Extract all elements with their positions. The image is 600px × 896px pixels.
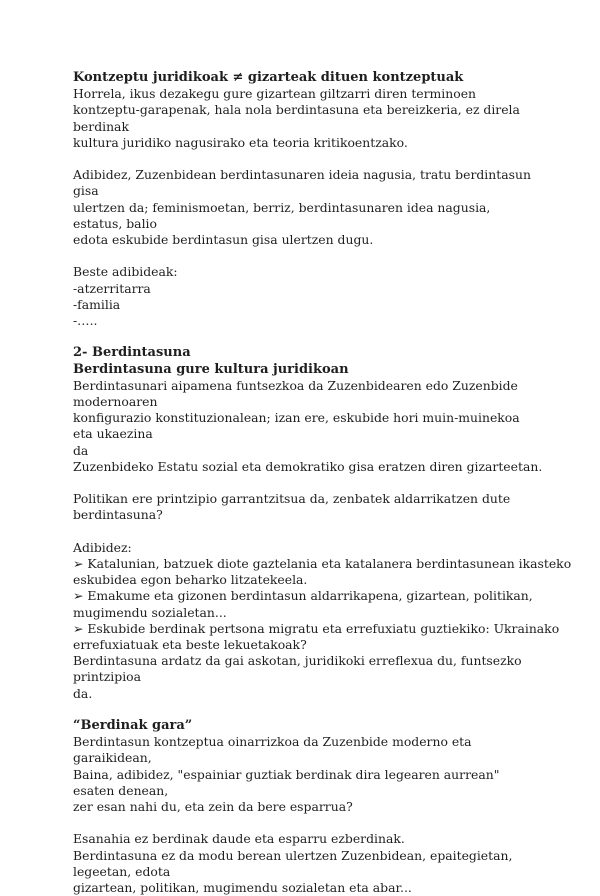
paragraph-gap — [73, 151, 543, 167]
paragraph-gap — [73, 475, 543, 491]
paragraph-gap — [73, 248, 543, 264]
text-line: da — [73, 442, 89, 458]
bullet-continuation: eskubidea egon beharko litzatekeela. — [73, 572, 308, 588]
paragraph-gap — [73, 702, 543, 718]
bullet-continuation: mugimendu sozialetan... — [73, 604, 227, 620]
text-line: Horrela, ikus dezakegu gure gizartean giltzarri diren terminoen — [73, 86, 477, 102]
text-line: kultura juridiko nagusirako eta teoria kritikoentzako. — [73, 134, 408, 150]
bullet-text: Eskubide berdinak pertsona migratu eta errefuxiatu guztiekiko: Ukrainako — [87, 620, 560, 636]
text-line: Berdintasuna ardatz da gai askotan, juridikoki erreflexua du, funtsezko printzipioa — [73, 653, 522, 685]
text-line: zer esan nahi du, eta zein da bere esparrua? — [73, 799, 353, 815]
text-line: gizartean, politikan, mugimendu sozialetan eta abar... — [73, 880, 412, 896]
text-line: edota eskubide berdintasun gisa ulertzen dugu. — [73, 232, 374, 248]
section-heading: Kontzeptu juridikoak ≠ gizarteak dituen kontzeptuak — [73, 70, 464, 85]
bullet-continuation: errefuxiatuak eta beste lekuetakoak? — [73, 637, 307, 653]
paragraph-gap — [73, 524, 543, 540]
text-line: Politikan ere printzipio garrantzitsua da, zenbatek aldarrikatzen dute berdintasuna? — [73, 491, 511, 523]
text-line: Baina, adibidez, "espainiar guztiak berdinak dira legearen aurrean" esaten denean, — [73, 766, 500, 798]
arrow-bullet-icon: ➢ — [73, 556, 84, 572]
bullet-text: Katalunian, batzuek diote gaztelania eta katalanera berdintasunean ikasteko — [87, 556, 572, 572]
text-line: Berdintasuna ez da modu berean ulertzen Zuzenbidean, epaitegietan, legeetan, edota — [73, 847, 513, 879]
paragraph-gap — [73, 329, 543, 345]
text-line: Adibidez, Zuzenbidean berdintasunaren ideia nagusia, tratu berdintasun gisa — [73, 167, 531, 199]
bullet-item — [73, 556, 572, 572]
document-page — [73, 70, 572, 896]
text-line: ulertzen da; feminismoetan, berriz, berdintasunaren idea nagusia, estatus, balio — [73, 199, 491, 231]
list-item: -atzerritarra — [73, 280, 151, 296]
section-heading: “Berdinak gara” — [73, 718, 193, 734]
bullet-item — [73, 620, 560, 637]
examples-label: Beste adibideak: — [73, 264, 178, 280]
text-line: Zuzenbideko Estatu sozial eta demokratiko gisa eratzen diren gizarteetan. — [73, 458, 543, 474]
arrow-bullet-icon: ➢ — [73, 588, 84, 604]
list-item: -familia — [73, 296, 121, 312]
text-line: Esanahia ez berdinak daude eta esparru ezberdinak. — [73, 831, 405, 847]
paragraph-gap — [73, 815, 543, 831]
arrow-bullet-icon: ➢ — [73, 620, 84, 636]
bullet-text: Emakume eta gizonen berdintasun aldarrikapena, gizartean, politikan, — [87, 588, 533, 604]
text-line: Berdintasunari aipamena funtsezkoa da Zuzenbidearen edo Zuzenbide modernoaren — [73, 377, 518, 410]
text-line: kontzeptu-garapenak, hala nola berdintasuna eta bereizkeria, ez direla berdinak — [73, 102, 520, 134]
text-line: da. — [73, 685, 93, 701]
text-line: konfigurazio konstituzionalean; izan ere, eskubide hori muin-muinekoa eta ukaezina — [73, 410, 520, 442]
bullet-item — [73, 588, 543, 604]
section-number-heading: 2- Berdintasuna — [73, 345, 191, 361]
text-line: Berdintasun kontzeptua oinarrizkoa da Zuzenbide moderno eta garaikidean, — [73, 734, 472, 766]
list-item: -….. — [73, 313, 98, 329]
examples-label: Adibidez: — [73, 539, 132, 555]
section-subheading: Berdintasuna gure kultura juridikoan — [73, 361, 349, 377]
